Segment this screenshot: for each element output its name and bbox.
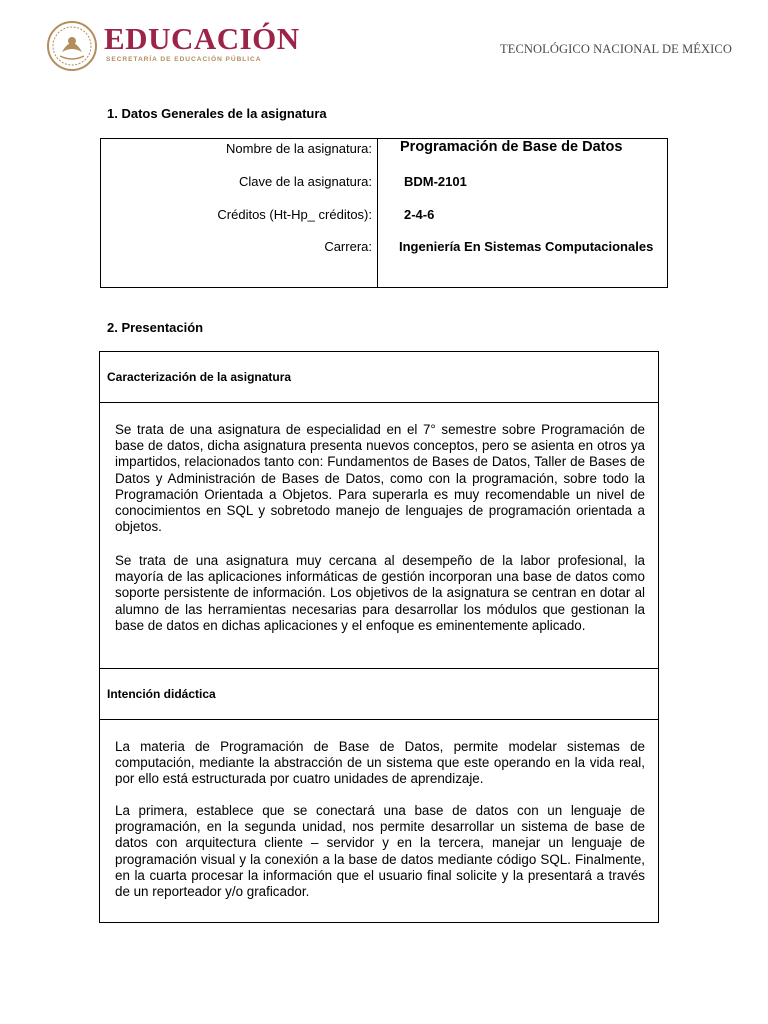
label-subject-name: Nombre de la asignatura: <box>226 141 372 156</box>
characterization-heading: Caracterización de la asignatura <box>107 370 292 384</box>
general-data-table <box>100 138 668 288</box>
label-career: Carrera: <box>324 239 372 254</box>
didactic-paragraph-1: La materia de Programación de Base de Datos, permite modelar sistemas de computación, mediante la abstracción de un sistema que este operando en la vida real, por ello está estructurada por cuatro unidades de aprendizaje. <box>115 739 645 787</box>
didactic-paragraph-2: La primera, establece que se conectará una base de datos con un lenguaje de programación, en la segunda unidad, nos permite desarrollar un sistema de base de datos con arquitectura cliente – servidor y en la tercera, manejar un lenguaje de programación visual y la conexión a la base de datos mediante código SQL. Finalmente, en la cuarta procesar la información que el usuario final solicite y la presentará a través de un reporteador y/o graficador. <box>115 803 645 900</box>
table-divider <box>377 138 378 288</box>
label-credits: Créditos (Ht-Hp_ créditos): <box>217 207 372 222</box>
section1-title: 1. Datos Generales de la asignatura <box>107 106 327 121</box>
presentation-table <box>99 351 659 923</box>
didactic-intention-header <box>100 669 658 720</box>
value-subject-name: Programación de Base de Datos <box>400 139 623 155</box>
characterization-paragraph-1: Se trata de una asignatura de especialidad en el 7° semestre sobre Programación de base de datos, dicha asignatura presenta nuevos conceptos, pero se asienta en otros ya impartidos, relacionados tanto con: Fundamentos de Bases de Datos, Taller de Bases de Datos y Administración de Bases de Datos, como con la programación, sobre todo la Programación Orientada a Objetos. Para superarla es muy recomendable un nivel de conocimientos en SQL y sobretodo manejo de lenguajes de programación orientada a objetos. <box>115 422 645 535</box>
value-career: Ingeniería En Sistemas Computacionales <box>399 239 654 254</box>
logo-subtitle: SECRETARÍA DE EDUCACIÓN PÚBLICA <box>106 56 262 63</box>
section2-title: 2. Presentación <box>107 320 204 335</box>
characterization-header <box>100 352 658 403</box>
characterization-paragraph-2: Se trata de una asignatura muy cercana al desempeño de la labor profesional, la mayoría de las aplicaciones informáticas de gestión incorporan una base de datos como soporte persistente de información. Los objetivos de la asignatura se centran en dotar al alumno de las herramientas necesarias para desarrollar los módulos que gestionan la base de datos en dichas aplicaciones y el enfoque es eminentemente aplicado. <box>115 553 645 633</box>
institution-name: TECNOLÓGICO NACIONAL DE MÉXICO <box>499 42 732 56</box>
logo-title: EDUCACIÓN <box>104 21 300 56</box>
label-subject-key: Clave de la asignatura: <box>239 174 372 189</box>
sep-seal-logo <box>46 20 98 72</box>
didactic-intention-heading: Intención didáctica <box>107 687 216 701</box>
characterization-body <box>100 403 658 669</box>
value-credits: 2-4-6 <box>404 207 435 222</box>
value-subject-key: BDM-2101 <box>404 174 467 189</box>
didactic-intention-body <box>100 720 658 922</box>
